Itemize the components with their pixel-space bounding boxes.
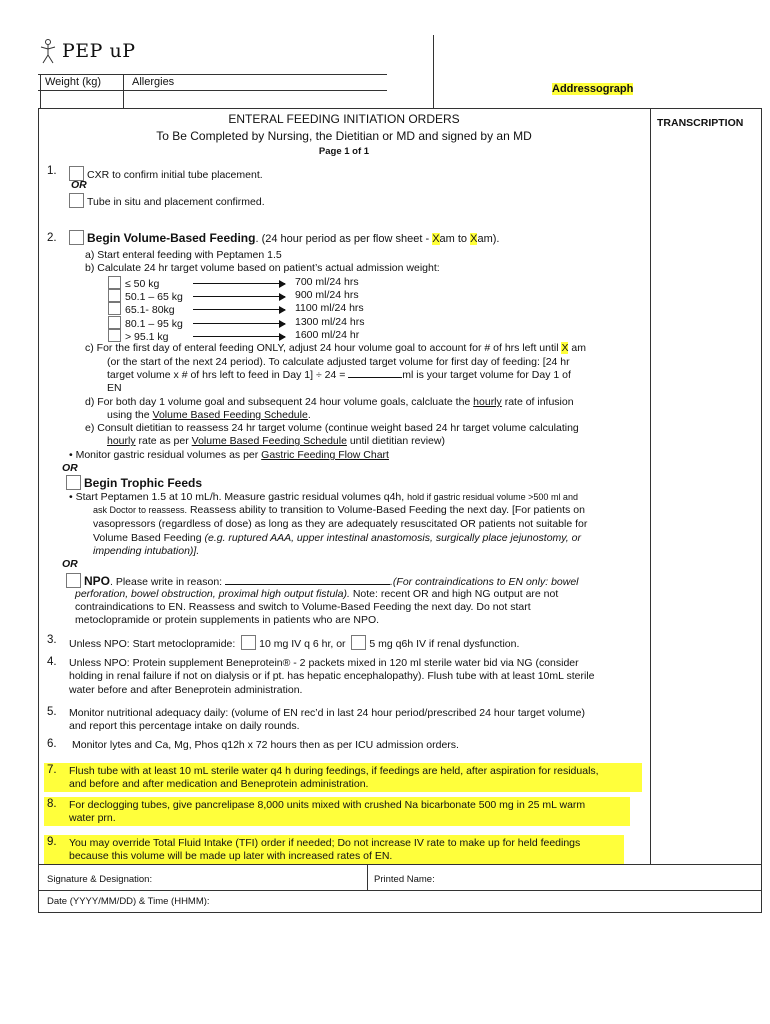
or-separator: OR xyxy=(62,558,78,570)
item-4-line3: water before and after Beneprotein administration. xyxy=(69,684,303,696)
item-8-number: 8. xyxy=(47,798,57,810)
npo-reason-blank[interactable] xyxy=(225,584,390,585)
item-2a: a) Start enteral feeding with Peptamen 1.5 xyxy=(85,249,282,261)
item-8-line1: For declogging tubes, give pancrelipase 8,000 units mixed with crushed Na bicarbonate 500 mg in 25 mL warm xyxy=(69,799,586,811)
item-8-line2: water prn. xyxy=(69,812,116,824)
arrow-icon xyxy=(193,309,285,310)
item-9-number: 9. xyxy=(47,836,57,848)
printed-name-field[interactable]: Printed Name: xyxy=(374,874,435,885)
item-5-line1: Monitor nutritional adequacy daily: (volume of EN rec’d in last 24 hour period/prescribed 24 hour target volume) xyxy=(69,707,585,719)
weight-option-3: 65.1- 80kg xyxy=(108,302,175,317)
npo-line3: contraindications to EN. Reassess and switch to Volume-Based Feeding the next day. Do not start xyxy=(75,601,531,613)
item-2c-line4: EN xyxy=(107,382,122,394)
day1-volume-blank[interactable] xyxy=(348,377,402,378)
item-2e-line1: e) Consult dietitian to reassess 24 hr target volume (continue weight based 24 hr target volume calculating xyxy=(85,422,579,434)
item-2c-line3: target volume x # of hrs left to feed in Day 1] ÷ 24 = ml is your target volume for Day 1 of xyxy=(107,369,571,381)
weight-checkbox[interactable] xyxy=(108,289,121,302)
volume-value: 1300 ml/24 hrs xyxy=(295,316,365,328)
item-4-line2: holding in renal failure if not on dialysis or if pt. has hepatic encephalopathy). Flush tube with at least 10mL sterile xyxy=(69,670,595,682)
weight-checkbox[interactable] xyxy=(108,316,121,329)
item-2b: b) Calculate 24 hr target volume based on patient’s actual admission weight: xyxy=(85,262,440,274)
volume-value: 900 ml/24 hrs xyxy=(295,289,359,301)
metoclopramide-5mg-checkbox[interactable] xyxy=(351,635,366,650)
arrow-icon xyxy=(193,283,285,284)
weight-checkbox[interactable] xyxy=(108,329,121,342)
item-2-number: 2. xyxy=(47,232,57,244)
transcription-heading: TRANSCRIPTION xyxy=(657,117,744,129)
item-5-line2: and report this percentage intake on daily rounds. xyxy=(69,720,300,732)
weight-option-1: ≤ 50 kg xyxy=(108,276,159,291)
item-6-line1: Monitor lytes and Ca, Mg, Phos q12h x 72 hours then as per ICU admission orders. xyxy=(72,739,459,751)
weight-checkbox[interactable] xyxy=(108,302,121,315)
weight-option-2: 50.1 – 65 kg xyxy=(108,289,183,304)
page-number: Page 1 of 1 xyxy=(318,146,370,157)
item-5-number: 5. xyxy=(47,706,57,718)
item-1-option-a: CXR to confirm initial tube placement. xyxy=(69,166,263,182)
addressograph-label: Addressograph xyxy=(552,83,634,95)
item-2d-line1: d) For both day 1 volume goal and subsequent 24 hour volume goals, calcluate the hourly rate of infusion xyxy=(85,396,574,408)
item-2c-line1: c) For the first day of enteral feeding ONLY, adjust 24 hour volume goal to account for # of hrs left until X am xyxy=(85,342,586,354)
item-3-number: 3. xyxy=(47,634,57,646)
trophic-line3: vasopressors (regardless of dose) as long as they are adequately resuscitated OR patients not suitable for xyxy=(93,518,588,530)
volume-value: 1100 ml/24 hrs xyxy=(295,302,364,314)
item-1-number: 1. xyxy=(47,165,57,177)
item-2-heading: Begin Volume-Based Feeding. (24 hour period as per flow sheet - Xam to Xam). xyxy=(69,230,499,246)
npo-line1: NPO. Please write in reason: .(For contraindications to EN only: bowel xyxy=(66,573,579,589)
trophic-line2: ask Doctor to reassess. Reassess ability to transition to Volume-Based Feeding the next day. [For patients on xyxy=(93,504,585,516)
item-2c-line2: (or the start of the next 24 period). To calculate adjusted target volume for first day of feeding: [24 hr xyxy=(107,356,570,368)
item-9-line2: because this volume will be made up later with increased rates of EN. xyxy=(69,850,393,862)
logo-text: PEP uP xyxy=(62,40,136,62)
item-4-number: 4. xyxy=(47,656,57,668)
npo-checkbox[interactable] xyxy=(66,573,81,588)
arrow-icon xyxy=(193,336,285,337)
weight-label: Weight (kg) xyxy=(45,76,102,88)
item-1-option-b: Tube in situ and placement confirmed. xyxy=(69,193,265,209)
trophic-heading: Begin Trophic Feeds xyxy=(66,475,202,490)
form-subtitle: To Be Completed by Nursing, the Dietitian or MD and signed by an MD xyxy=(156,129,532,143)
item-6-number: 6. xyxy=(47,738,57,750)
item-9-line1: You may override Total Fluid Intake (TFI) order if needed; Do not increase IV rate to make up for held feedings xyxy=(69,837,581,849)
npo-line4: metoclopramide or protein supplements in patients who are NPO. xyxy=(75,614,380,626)
item-2e-line2: hourly rate as per Volume Based Feeding Schedule until dietitian review) xyxy=(107,435,445,447)
weight-option-4: 80.1 – 95 kg xyxy=(108,316,183,331)
item-3-text: Unless NPO: Start metoclopramide: 10 mg IV q 6 hr, or 5 mg q6h IV if renal dysfunction. xyxy=(69,635,519,651)
weight-option-5: > 95.1 kg xyxy=(108,329,169,344)
npo-line2: perforation, bowel obstruction, proximal high output fistula). Note: recent OR and high NG output are not xyxy=(75,588,559,600)
item-7-number: 7. xyxy=(47,764,57,776)
form-title: ENTERAL FEEDING INITIATION ORDERS xyxy=(228,112,460,126)
volume-value: 1600 ml/24 hr xyxy=(295,329,360,341)
pepup-logo xyxy=(38,38,136,64)
item-2-bullet: • Monitor gastric residual volumes as per Gastric Feeding Flow Chart xyxy=(69,449,389,461)
allergies-label: Allergies xyxy=(132,76,175,88)
logo-figure-icon xyxy=(38,38,58,64)
item-4-line1: Unless NPO: Protein supplement Beneprotein® - 2 packets mixed in 120 ml sterile water bid via NG (consider xyxy=(69,657,579,669)
volume-value: 700 ml/24 hrs xyxy=(295,276,359,288)
metoclopramide-10mg-checkbox[interactable] xyxy=(241,635,256,650)
weight-checkbox[interactable] xyxy=(108,276,121,289)
date-time-field[interactable]: Date (YYYY/MM/DD) & Time (HHMM): xyxy=(47,896,210,907)
or-separator: OR xyxy=(62,462,78,474)
trophic-line4: Volume Based Feeding (e.g. ruptured AAA, upper intestinal anastomosis, surgically place jejunostomy, or xyxy=(93,532,581,544)
volume-feeding-checkbox[interactable] xyxy=(69,230,84,245)
trophic-line1: • Start Peptamen 1.5 at 10 mL/h. Measure gastric residual volumes q4h, hold if gastric residual volume >500 ml and xyxy=(69,491,578,503)
tube-in-situ-checkbox[interactable] xyxy=(69,193,84,208)
trophic-checkbox[interactable] xyxy=(66,475,81,490)
signature-field[interactable]: Signature & Designation: xyxy=(47,874,153,885)
item-7-line2: and before and after medication and Beneprotein administration. xyxy=(69,778,369,790)
arrow-icon xyxy=(193,296,285,297)
arrow-icon xyxy=(193,323,285,324)
item-7-line1: Flush tube with at least 10 mL sterile water q4 h during feedings, if feedings are held, after aspiration for residuals, xyxy=(69,765,599,777)
item-2d-line2: using the Volume Based Feeding Schedule. xyxy=(107,409,311,421)
trophic-line5: impending intubation)]. xyxy=(93,545,200,557)
item-1-or: OR xyxy=(71,179,87,191)
